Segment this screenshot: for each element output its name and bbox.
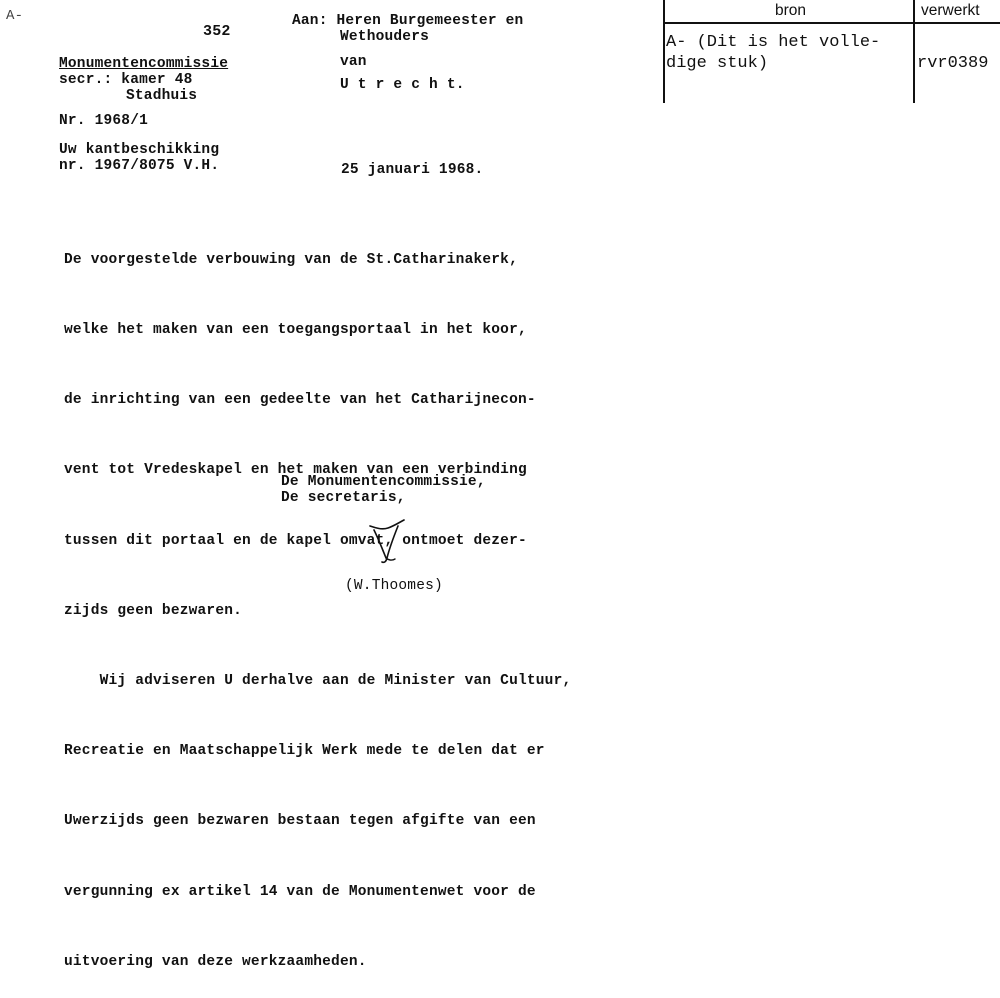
closing-secretary: De secretaris,	[281, 490, 406, 506]
letter-body	[64, 202, 624, 998]
body-line: Recreatie en Maatschappelijk Werk mede te delen dat er	[64, 743, 545, 760]
body-line: Wij adviseren U derhalve aan de Minister van Cultuur,	[64, 673, 572, 690]
body-line: uitvoering van deze werkzaamheden.	[64, 953, 367, 970]
reference-number: Nr. 1968/1	[59, 113, 149, 129]
handwritten-signature	[368, 518, 418, 568]
addressee-line-3: van	[340, 54, 367, 70]
letter-date: 25 januari 1968.	[341, 162, 484, 178]
addressee-line-1: Aan: Heren Burgemeester en	[292, 13, 524, 29]
body-line: De voorgestelde verbouwing van de St.Catharinakerk,	[64, 251, 518, 268]
closing-committee: De Monumentencommissie,	[281, 474, 486, 490]
body-line: de inrichting van een gedeelte van het Catharijnecon-	[64, 392, 536, 409]
margin-mark: A-	[6, 8, 24, 24]
body-line: vent tot Vredeskapel en het maken van een verbinding	[64, 462, 527, 479]
your-reference-label: Uw kantbeschikking	[59, 142, 220, 158]
addressee-line-2: Wethouders	[340, 29, 430, 45]
verwerkt-cell: rvr0389	[917, 54, 989, 73]
column-header-bron: bron	[775, 2, 807, 19]
addressee-city: U t r e c h t.	[340, 77, 465, 93]
sender-location: Stadhuis	[126, 88, 198, 104]
body-line: vergunning ex artikel 14 van de Monumentenwet voor de	[64, 883, 536, 900]
archive-index-table	[663, 0, 1000, 103]
table-header-divider	[663, 22, 1000, 24]
body-line: welke het maken van een toegangsportaal in het koor,	[64, 322, 527, 339]
bron-cell-line-2: dige stuk)	[666, 54, 769, 73]
letter-number: 352	[203, 23, 231, 40]
sender-name: Monumentencommissie	[59, 56, 229, 72]
signatory-name: (W.Thoomes)	[345, 578, 443, 594]
table-border-left	[663, 0, 665, 103]
sender-room: secr.: kamer 48	[59, 72, 193, 88]
your-reference-number: nr. 1967/8075 V.H.	[59, 158, 220, 174]
body-line: zijds geen bezwaren.	[64, 602, 243, 619]
body-line: tussen dit portaal en de kapel omvat, ontmoet dezer-	[64, 532, 527, 549]
table-column-divider	[913, 0, 915, 103]
column-header-verwerkt: verwerkt	[921, 2, 980, 19]
body-line: Uwerzijds geen bezwaren bestaan tegen afgifte van een	[64, 813, 536, 830]
bron-cell-line-1: A- (Dit is het volle-	[666, 33, 881, 52]
